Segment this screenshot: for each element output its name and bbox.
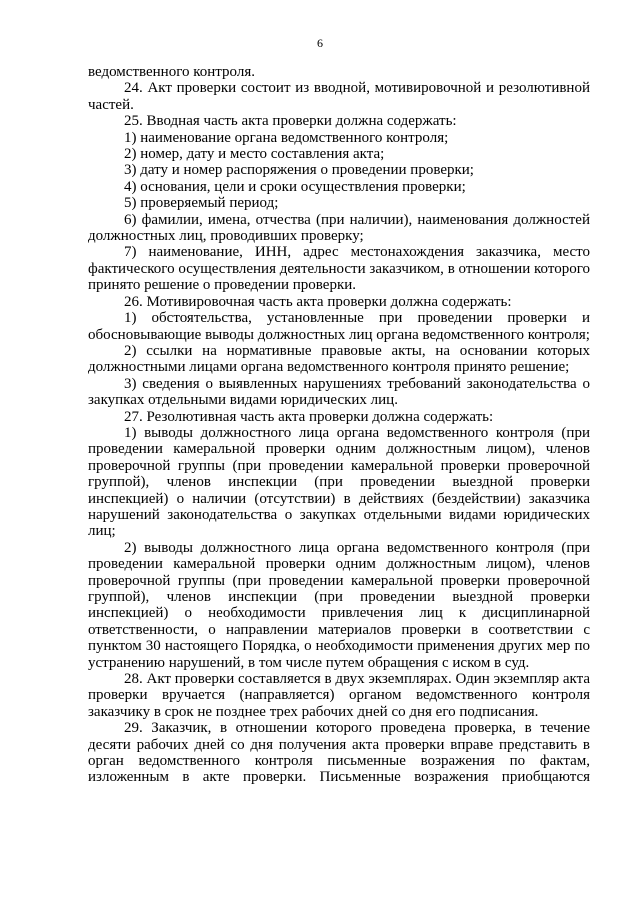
paragraph: 1) обстоятельства, установленные при проведении проверки и обосновывающие выводы должностных лиц органа ведомственного контроля; — [88, 310, 590, 343]
document-body — [88, 64, 590, 786]
paragraph: 27. Резолютивная часть акта проверки должна содержать: — [124, 408, 494, 425]
paragraph: 5) проверяемый период; — [124, 195, 279, 212]
paragraph: 3) дату и номер распоряжения о проведении проверки; — [124, 162, 474, 179]
paragraph: 1) выводы должностного лица органа ведомственного контроля (при проведении камеральной проверки одним должностным лицом), членов проверочной группы (при проведении камеральной проверки проверочной группой), членов инспекции (при проведении выездной проверки инспекцией) о наличии (отсутствии) в действиях (бездействии) заказчика нарушений законодательства о закупках отдельными видами юридических лиц; — [88, 424, 590, 540]
paragraph: 26. Мотивировочная часть акта проверки должна содержать: — [124, 293, 512, 310]
paragraph: 2) ссылки на нормативные правовые акты, на основании которых должностными лицами органа ведомственного контроля принято решение; — [88, 342, 590, 376]
paragraph: 2) выводы должностного лица органа ведомственного контроля (при проведении камеральной проверки одним должностным лицом), членов проверочной группы (при проведении камеральной проверки проверочной группой), членов инспекции (при проведении выездной проверки инспекцией) о необходимости привлечения лиц к дисциплинарной ответственности, о направлении материалов проверки в соответствии с пунктом 30 настоящего Порядка, о необходимости применения других мер по устранению нарушений, в том числе путем обращения с иском в суд. — [88, 539, 590, 671]
paragraph: 7) наименование, ИНН, адрес местонахождения заказчика, место фактического осуществления деятельности заказчиком, в отношении которого принято решение о проведении проверки. — [88, 244, 590, 294]
paragraph: 6) фамилии, имена, отчества (при наличии), наименования должностей должностных лиц, проводивших проверку; — [88, 211, 590, 245]
paragraph: 28. Акт проверки составляется в двух экземплярах. Один экземпляр акта проверки вручается (направляется) органом ведомственного контроля заказчику в срок не позднее трех рабочих дней со дня его подписания. — [88, 671, 590, 720]
paragraph: 3) сведения о выявленных нарушениях требований законодательства о закупках отдельными видами юридических лиц. — [88, 375, 590, 409]
paragraph: 29. Заказчик, в отношении которого проведена проверка, в течение десяти рабочих дней со дня получения акта проверки вправе представить в орган ведомственного контроля письменные возражения по фактам, изложенным в акте проверки. Письменные возражения приобщаются — [88, 720, 590, 786]
paragraph: 1) наименование органа ведомственного контроля; — [124, 129, 449, 146]
paragraph: 4) основания, цели и сроки осуществления проверки; — [124, 178, 466, 195]
paragraph: ведомственного контроля. — [88, 64, 255, 80]
paragraph: 25. Вводная часть акта проверки должна содержать: — [124, 113, 457, 130]
paragraph: 2) номер, дату и место составления акта; — [124, 146, 385, 163]
page-number: 6 — [317, 36, 323, 50]
paragraph: 24. Акт проверки состоит из вводной, мотивировочной и резолютивной частей. — [88, 80, 590, 113]
